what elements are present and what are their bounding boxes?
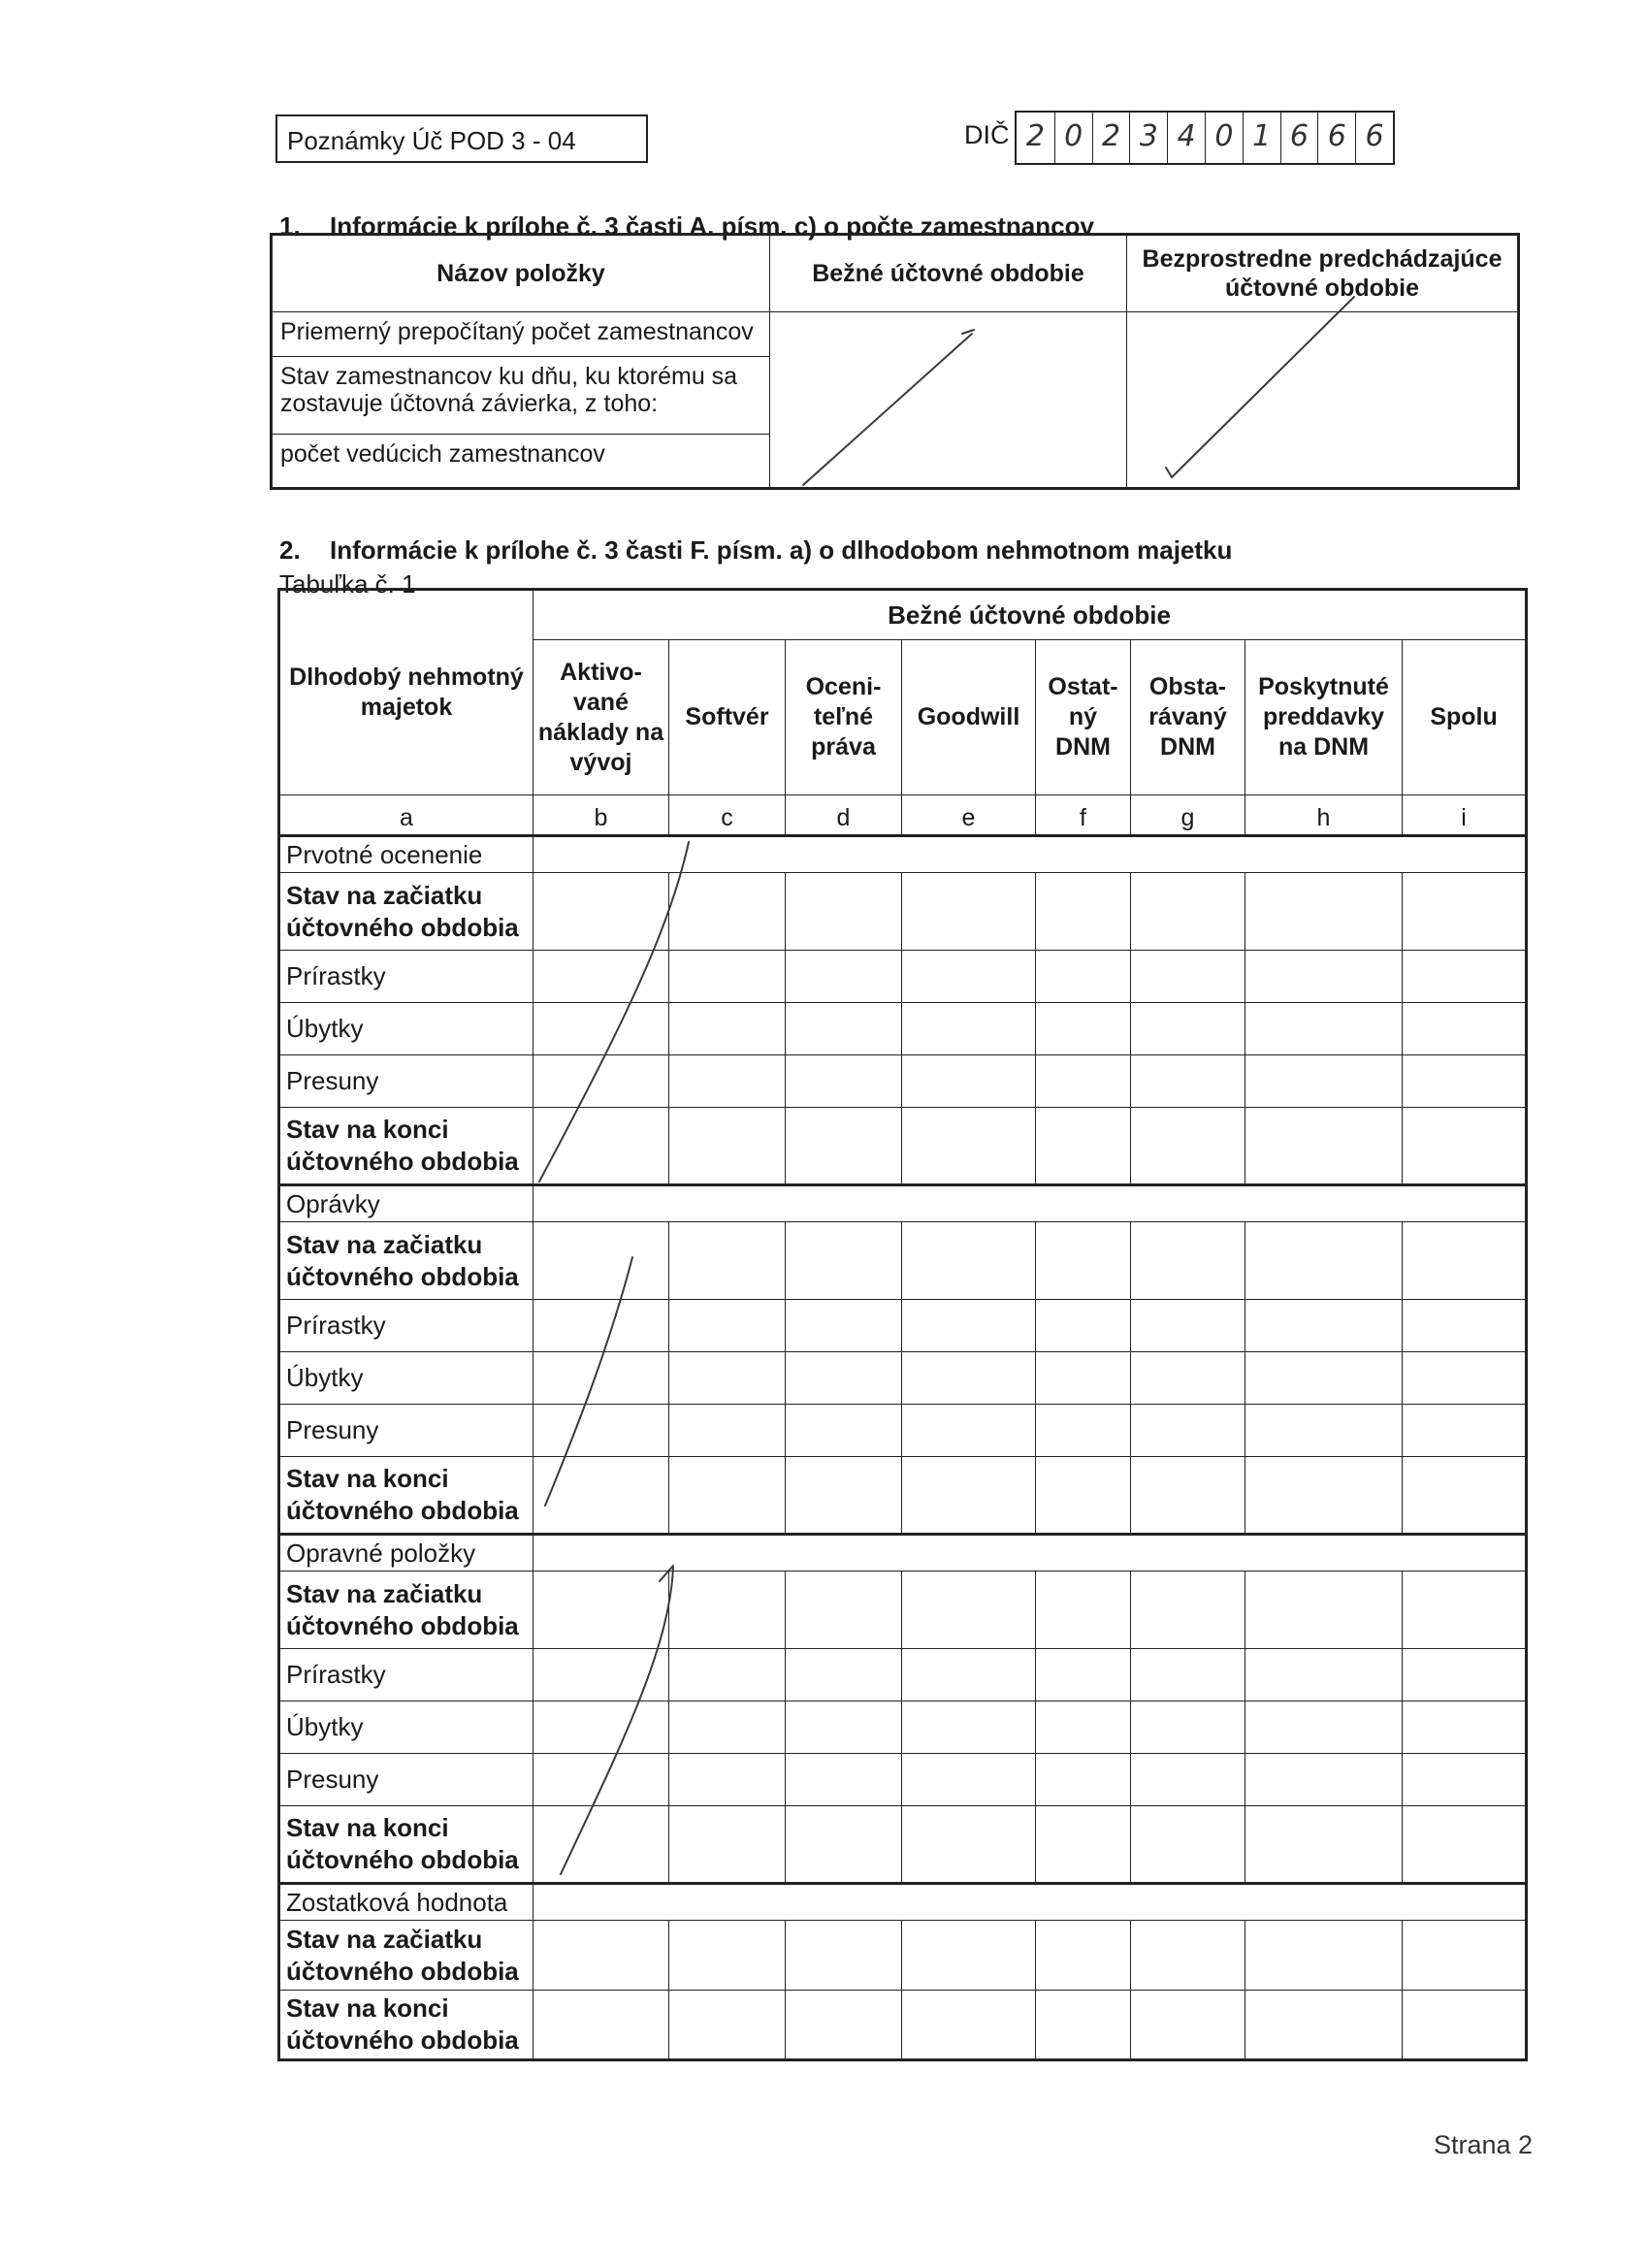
empty-cell	[902, 1352, 1036, 1405]
empty-cell	[669, 1754, 786, 1806]
empty-cell	[902, 1055, 1036, 1108]
group-row-depreciation	[279, 1185, 1527, 1222]
group-row-residual-value	[279, 1884, 1527, 1921]
empty-cell	[1131, 1806, 1245, 1884]
group-title: Oprávky	[279, 1185, 534, 1222]
group-spacer	[534, 836, 1527, 873]
empty-cell	[1036, 1806, 1131, 1884]
dic-digit: 6	[1280, 113, 1318, 163]
empty-cell	[534, 1991, 669, 2060]
empty-cell	[1131, 1701, 1245, 1754]
empty-cell	[902, 951, 1036, 1003]
empty-cell	[534, 1701, 669, 1754]
empty-cell	[786, 1457, 902, 1535]
empty-cell	[1131, 1108, 1245, 1185]
empty-cell	[902, 1921, 1036, 1991]
empty-cell	[1131, 1991, 1245, 2060]
row-label: Úbytky	[279, 1003, 534, 1055]
empty-cell	[1036, 951, 1131, 1003]
empty-cell	[1036, 1055, 1131, 1108]
empty-cell	[1036, 1571, 1131, 1649]
column-letter: g	[1131, 795, 1245, 836]
intangible-assets-table	[277, 588, 1528, 2061]
empty-cell	[534, 1003, 669, 1055]
empty-cell	[1131, 1003, 1245, 1055]
period-header: Bežné účtovné obdobie	[534, 590, 1527, 640]
empty-cell	[534, 1108, 669, 1185]
row-label: Presuny	[279, 1405, 534, 1457]
column-header-other-intangibles: Ostat-ný DNM	[1036, 640, 1131, 795]
row-label: Stav na začiatku účtovného obdobia	[279, 1222, 534, 1300]
dic-digit: 0	[1205, 113, 1243, 163]
empty-cell	[1403, 1649, 1527, 1701]
empty-cell	[786, 1754, 902, 1806]
column-header-acquired-intangibles: Obsta-rávaný DNM	[1131, 640, 1245, 795]
row-label: Úbytky	[279, 1701, 534, 1754]
empty-cell	[669, 951, 786, 1003]
table-caption: Tabuľka č. 1	[279, 569, 416, 599]
table-row	[279, 1701, 1527, 1754]
row-label: Presuny	[279, 1754, 534, 1806]
empty-cell	[786, 1571, 902, 1649]
group-spacer	[534, 1185, 1527, 1222]
empty-cell	[1403, 1806, 1527, 1884]
empty-cell	[534, 1457, 669, 1535]
empty-cell	[1036, 1222, 1131, 1300]
table-row	[279, 1055, 1527, 1108]
table-row	[279, 1003, 1527, 1055]
empty-cell	[1131, 1352, 1245, 1405]
table-row	[279, 1108, 1527, 1185]
empty-cell	[902, 1754, 1036, 1806]
table-row	[279, 1405, 1527, 1457]
empty-cell	[1245, 1754, 1403, 1806]
empty-cell	[669, 1055, 786, 1108]
empty-cell	[1403, 1222, 1527, 1300]
empty-cell	[1403, 1921, 1527, 1991]
employees-table	[270, 233, 1520, 490]
row-label: Stav na konci účtovného obdobia	[279, 1457, 534, 1535]
column-letter: e	[902, 795, 1036, 836]
empty-cell	[902, 1003, 1036, 1055]
group-title: Zostatková hodnota	[279, 1884, 534, 1921]
empty-cell	[1403, 1352, 1527, 1405]
empty-cell	[534, 1055, 669, 1108]
table-row	[279, 1754, 1527, 1806]
empty-cell	[902, 873, 1036, 951]
column-letter: i	[1403, 795, 1527, 836]
column-letter: d	[786, 795, 902, 836]
empty-cell	[1131, 1222, 1245, 1300]
empty-cell	[1131, 1649, 1245, 1701]
empty-cell	[1245, 1108, 1403, 1185]
empty-cell	[534, 873, 669, 951]
empty-cell	[534, 1754, 669, 1806]
empty-cell	[1036, 1921, 1131, 1991]
empty-cell	[534, 1405, 669, 1457]
empty-cell	[1036, 1352, 1131, 1405]
dic-digit: 2	[1025, 119, 1045, 153]
empty-cell	[1131, 1405, 1245, 1457]
row-label: Úbytky	[279, 1352, 534, 1405]
dic-digit: 4	[1167, 113, 1205, 163]
row-label: Stav na konci účtovného obdobia	[279, 1806, 534, 1884]
empty-cell	[1245, 1300, 1403, 1352]
row-label-employee-count: Stav zamestnancov ku dňu, ku ktorému sa zostavuje účtovná závierka, z toho:	[272, 357, 770, 435]
cell-current-period-empty	[770, 312, 1127, 489]
row-label-managers: počet vedúcich zamestnancov	[272, 435, 770, 489]
row-label: Presuny	[279, 1055, 534, 1108]
dic-digit: 0	[1054, 113, 1092, 163]
empty-cell	[534, 1352, 669, 1405]
row-label: Stav na začiatku účtovného obdobia	[279, 873, 534, 951]
empty-cell	[1036, 1405, 1131, 1457]
empty-cell	[902, 1457, 1036, 1535]
empty-cell	[786, 1991, 902, 2060]
empty-cell	[534, 1649, 669, 1701]
empty-cell	[669, 1300, 786, 1352]
table-row	[279, 1457, 1527, 1535]
empty-cell	[669, 1457, 786, 1535]
empty-cell	[786, 1003, 902, 1055]
row-label: Stav na začiatku účtovného obdobia	[279, 1571, 534, 1649]
empty-cell	[534, 1222, 669, 1300]
empty-cell	[1403, 1405, 1527, 1457]
empty-cell	[669, 1921, 786, 1991]
empty-cell	[902, 1108, 1036, 1185]
column-header-item-name: Názov položky	[272, 235, 770, 312]
column-header-current-period: Bežné účtovné obdobie	[770, 235, 1127, 312]
section-1-number: 1.	[279, 211, 301, 241]
dic-digit: 6	[1355, 113, 1393, 163]
empty-cell	[1403, 1754, 1527, 1806]
column-letter: a	[279, 795, 534, 836]
empty-cell	[902, 1405, 1036, 1457]
empty-cell	[902, 1701, 1036, 1754]
row-header-intangible-assets: Dlhodobý nehmotný majetok	[279, 590, 534, 795]
empty-cell	[669, 1222, 786, 1300]
empty-cell	[669, 873, 786, 951]
empty-cell	[534, 1921, 669, 1991]
empty-cell	[1245, 1649, 1403, 1701]
group-row-adjustments	[279, 1535, 1527, 1571]
empty-cell	[1245, 1222, 1403, 1300]
empty-cell	[534, 1806, 669, 1884]
empty-cell	[1245, 1457, 1403, 1535]
empty-cell	[669, 1352, 786, 1405]
empty-cell	[534, 1300, 669, 1352]
table-row	[279, 951, 1527, 1003]
empty-cell	[1403, 951, 1527, 1003]
empty-cell	[902, 1806, 1036, 1884]
table-row	[279, 1571, 1527, 1649]
empty-cell	[902, 1991, 1036, 2060]
empty-cell	[1131, 1754, 1245, 1806]
row-label: Stav na začiatku účtovného obdobia	[279, 1921, 534, 1991]
table-row	[279, 1649, 1527, 1701]
table-row	[279, 1991, 1527, 2060]
dic-digit: 3	[1129, 113, 1167, 163]
empty-cell	[786, 873, 902, 951]
cell-previous-period-empty	[1127, 312, 1519, 489]
empty-cell	[1131, 1055, 1245, 1108]
empty-cell	[1245, 1921, 1403, 1991]
empty-cell	[1245, 1405, 1403, 1457]
empty-cell	[1245, 1991, 1403, 2060]
empty-cell	[1403, 1701, 1527, 1754]
group-spacer	[534, 1535, 1527, 1571]
empty-cell	[1245, 1806, 1403, 1884]
dic-label: DIČ	[964, 120, 1010, 149]
empty-cell	[786, 1108, 902, 1185]
dic-digit: 1	[1243, 113, 1280, 163]
empty-cell	[1245, 1701, 1403, 1754]
empty-cell	[669, 1405, 786, 1457]
empty-cell	[1131, 873, 1245, 951]
empty-cell	[1245, 873, 1403, 951]
empty-cell	[1036, 1300, 1131, 1352]
empty-cell	[534, 1571, 669, 1649]
empty-cell	[669, 1806, 786, 1884]
section-2-title: Informácie k prílohe č. 3 časti F. písm. a) o dlhodobom nehmotnom majetku	[330, 535, 1233, 565]
empty-cell	[1036, 1457, 1131, 1535]
empty-cell	[1036, 1108, 1131, 1185]
empty-cell	[1245, 1055, 1403, 1108]
column-header-goodwill: Goodwill	[902, 640, 1036, 795]
empty-cell	[1131, 1300, 1245, 1352]
column-letter: h	[1245, 795, 1403, 836]
empty-cell	[786, 1300, 902, 1352]
empty-cell	[1403, 1571, 1527, 1649]
empty-cell	[902, 1649, 1036, 1701]
empty-cell	[786, 1352, 902, 1405]
column-header-advances: Poskytnuté preddavky na DNM	[1245, 640, 1403, 795]
column-letter: f	[1036, 795, 1131, 836]
form-code-box: Poznámky Úč POD 3 - 04	[275, 114, 648, 163]
column-header-valuable-rights: Oceni-teľné práva	[786, 640, 902, 795]
empty-cell	[1245, 1352, 1403, 1405]
empty-cell	[786, 1921, 902, 1991]
row-label-average-employees: Priemerný prepočítaný počet zamestnancov	[272, 312, 770, 357]
empty-cell	[786, 1055, 902, 1108]
empty-cell	[534, 951, 669, 1003]
empty-cell	[902, 1222, 1036, 1300]
section-1-title: Informácie k prílohe č. 3 časti A. písm. c) o počte zamestnancov	[330, 211, 1094, 241]
empty-cell	[902, 1300, 1036, 1352]
empty-cell	[1131, 1457, 1245, 1535]
column-letter: b	[534, 795, 669, 836]
empty-cell	[1245, 1571, 1403, 1649]
empty-cell	[786, 1405, 902, 1457]
empty-cell	[669, 1571, 786, 1649]
empty-cell	[1403, 873, 1527, 951]
row-label: Prírastky	[279, 951, 534, 1003]
empty-cell	[1403, 1300, 1527, 1352]
column-letter: c	[669, 795, 786, 836]
group-spacer	[534, 1884, 1527, 1921]
table-row	[279, 1921, 1527, 1991]
empty-cell	[1131, 1921, 1245, 1991]
empty-cell	[1403, 1055, 1527, 1108]
column-letters-row	[279, 795, 1527, 836]
empty-cell	[669, 1991, 786, 2060]
empty-cell	[669, 1108, 786, 1185]
table-row	[279, 1222, 1527, 1300]
empty-cell	[1245, 1003, 1403, 1055]
empty-cell	[669, 1701, 786, 1754]
section-2-heading	[279, 535, 1232, 566]
empty-cell	[1131, 951, 1245, 1003]
dic-digit: 6	[1317, 113, 1355, 163]
empty-cell	[786, 1222, 902, 1300]
column-header-software: Softvér	[669, 640, 786, 795]
table-row	[279, 1806, 1527, 1884]
empty-cell	[1403, 1108, 1527, 1185]
empty-cell	[1403, 1003, 1527, 1055]
table-row	[279, 1300, 1527, 1352]
row-label: Stav na konci účtovného obdobia	[279, 1108, 534, 1185]
dic-digit-boxes	[1015, 111, 1395, 165]
empty-cell	[786, 1701, 902, 1754]
empty-cell	[786, 1806, 902, 1884]
table-row	[279, 1352, 1527, 1405]
dic-digit: 2	[1092, 113, 1130, 163]
row-label: Prírastky	[279, 1300, 534, 1352]
empty-cell	[669, 1649, 786, 1701]
column-header-previous-period: Bezprostredne predchádzajúce účtovné obdobie	[1127, 235, 1519, 312]
empty-cell	[1036, 1754, 1131, 1806]
row-label: Stav na konci účtovného obdobia	[279, 1991, 534, 2060]
group-row-initial-valuation	[279, 836, 1527, 873]
empty-cell	[669, 1003, 786, 1055]
empty-cell	[1245, 951, 1403, 1003]
column-header-total: Spolu	[1403, 640, 1527, 795]
empty-cell	[1403, 1991, 1527, 2060]
empty-cell	[1131, 1571, 1245, 1649]
empty-cell	[1036, 1003, 1131, 1055]
empty-cell	[1036, 1701, 1131, 1754]
empty-cell	[786, 951, 902, 1003]
empty-cell	[786, 1649, 902, 1701]
group-title: Prvotné ocenenie	[279, 836, 534, 873]
empty-cell	[1036, 1991, 1131, 2060]
column-header-development-costs: Aktivo-vané náklady na vývoj	[534, 640, 669, 795]
table-row	[279, 873, 1527, 951]
section-2-number: 2.	[279, 535, 301, 565]
empty-cell	[1036, 1649, 1131, 1701]
empty-cell	[902, 1571, 1036, 1649]
empty-cell	[1036, 873, 1131, 951]
empty-cell	[1403, 1457, 1527, 1535]
row-label: Prírastky	[279, 1649, 534, 1701]
page-number: Strana 2	[1434, 2130, 1534, 2159]
group-title: Opravné položky	[279, 1535, 534, 1571]
